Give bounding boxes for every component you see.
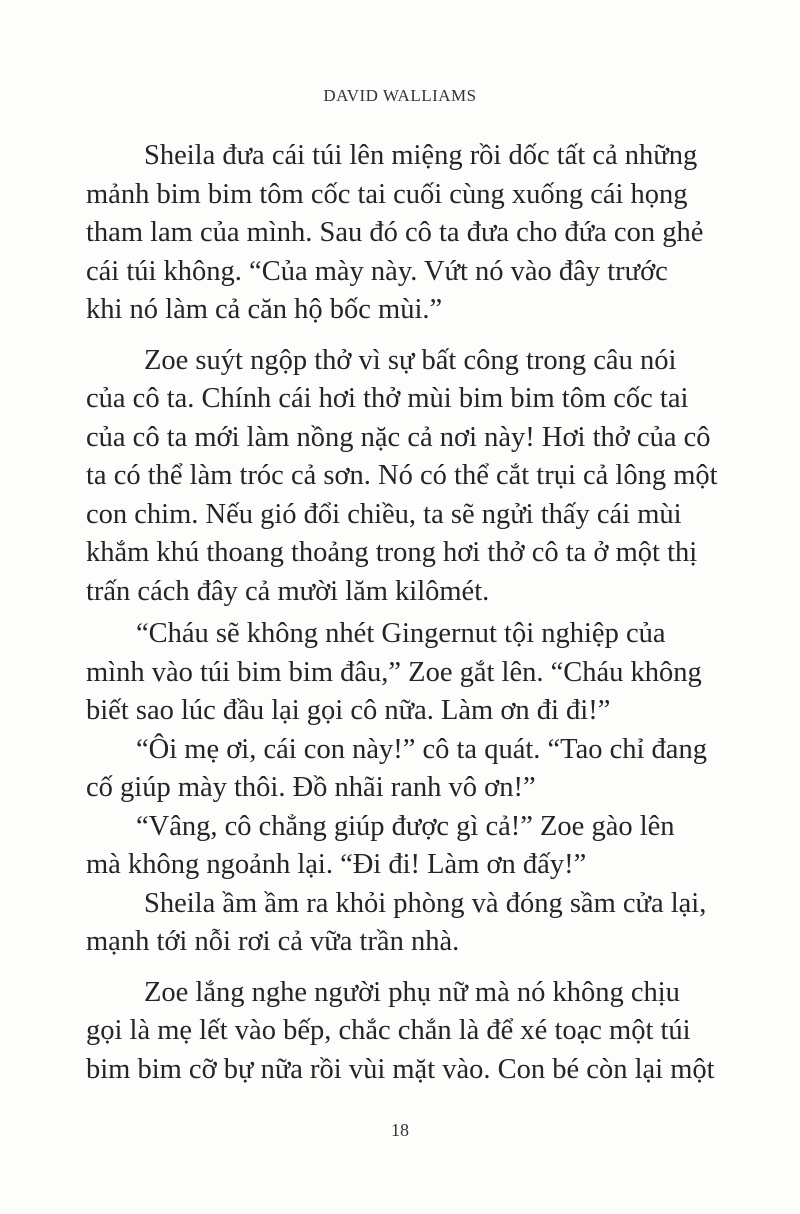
text-line: ta có thể làm tróc cả sơn. Nó có thể cắt trụi cả lông một: [86, 460, 718, 491]
text-line: cố giúp mày thôi. Đồ nhãi ranh vô ơn!”: [86, 772, 536, 803]
text-line: Zoe lắng nghe người phụ nữ mà nó không chịu: [144, 976, 680, 1008]
text-line: cái túi không. “Của mày này. Vứt nó vào đây trước: [86, 255, 668, 287]
text-line: của cô ta mới làm nồng nặc cả nơi này! Hơi thở của cô: [86, 421, 711, 453]
text-line: mình vào túi bim bim đâu,” Zoe gắt lên. “Cháu không: [86, 656, 702, 688]
text-line: Sheila đưa cái túi lên miệng rồi dốc tất cả những: [144, 140, 698, 171]
page-number: 18: [391, 1120, 409, 1140]
text-line: mảnh bim bim tôm cốc tai cuối cùng xuống cái họng: [86, 178, 688, 210]
text-line: trấn cách đây cả mười lăm kilômét.: [86, 575, 490, 607]
text-line: “Vâng, cô chẳng giúp được gì cả!” Zoe gào lên: [136, 810, 675, 842]
text-line: Zoe suýt ngộp thở vì sự bất công trong câu nói: [144, 344, 677, 376]
text-line: tham lam của mình. Sau đó cô ta đưa cho đứa con ghẻ: [86, 217, 704, 248]
body-text: [86, 137, 726, 1089]
text-line: biết sao lúc đầu lại gọi cô nữa. Làm ơn đi đi!”: [86, 695, 611, 726]
text-line: “Ôi mẹ ơi, cái con này!” cô ta quát. “Tao chỉ đang: [136, 733, 707, 765]
text-line: “Cháu sẽ không nhét Gingernut tội nghiệp của: [136, 618, 666, 649]
text-line: mạnh tới nỗi rơi cả vữa trần nhà.: [86, 926, 460, 957]
text-line: khắm khú thoang thoảng trong hơi thở cô ta ở một thị: [86, 537, 698, 568]
text-line: gọi là mẹ lết vào bếp, chắc chắn là để xé toạc một túi: [86, 1015, 691, 1046]
text-line: bim bim cỡ bự nữa rồi vùi mặt vào. Con bé còn lại một: [86, 1053, 715, 1085]
running-header: DAVID WALLIAMS: [323, 86, 477, 105]
text-line: khi nó làm cả căn hộ bốc mùi.”: [86, 294, 443, 325]
text-line: con chim. Nếu gió đổi chiều, ta sẽ ngửi thấy cái mùi: [86, 498, 682, 530]
text-line: của cô ta. Chính cái hơi thở mùi bim bim tôm cốc tai: [86, 383, 689, 414]
text-line: mà không ngoảnh lại. “Đi đi! Làm ơn đấy!”: [86, 849, 587, 880]
text-line: Sheila ầm ầm ra khỏi phòng và đóng sầm cửa lại,: [144, 887, 707, 919]
